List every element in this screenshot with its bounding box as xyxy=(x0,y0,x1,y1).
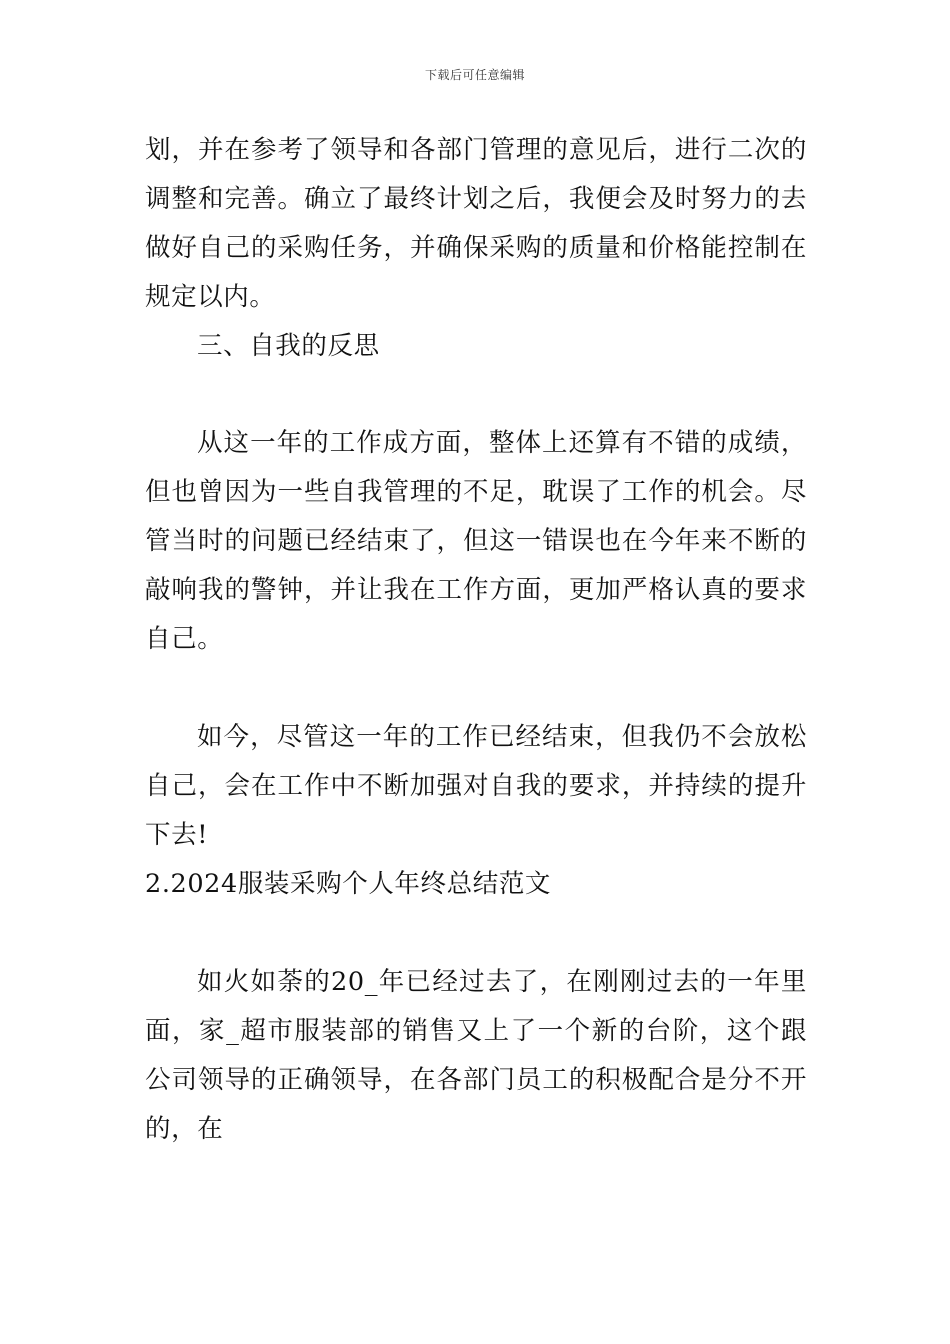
document-body xyxy=(145,126,807,1154)
paragraph-article-intro: 如火如荼的20_年已经过去了，在刚刚过去的一年里面，家_超市服装部的销售又上了一个新的台阶，这个跟公司领导的正确领导，在各部门员工的积极配合是分不开的，在 xyxy=(145,967,807,1144)
paragraph-plan-continuation: 划，并在参考了领导和各部门管理的意见后，进行二次的调整和完善。确立了最终计划之后，我便会及时努力的去做好自己的采购任务，并确保采购的质量和价格能控制在规定以内。 xyxy=(145,135,807,312)
section-heading-reflection: 三、自我的反思 xyxy=(197,331,380,361)
article-title: 2.2024服装采购个人年终总结范文 xyxy=(145,869,552,899)
header-note: 下载后可任意编辑 xyxy=(424,68,525,82)
paragraph-conclusion: 如今，尽管这一年的工作已经结束，但我仍不会放松自己，会在工作中不断加强对自我的要求，并持续的提升下去! xyxy=(145,722,807,850)
paragraph-reflection: 从这一年的工作成方面，整体上还算有不错的成绩，但也曾因为一些自我管理的不足，耽误了工作的机会。尽管当时的问题已经结束了，但这一错误也在今年来不断的敲响我的警钟，并让我在工作方面，更加严格认真的要求自己。 xyxy=(145,428,807,654)
